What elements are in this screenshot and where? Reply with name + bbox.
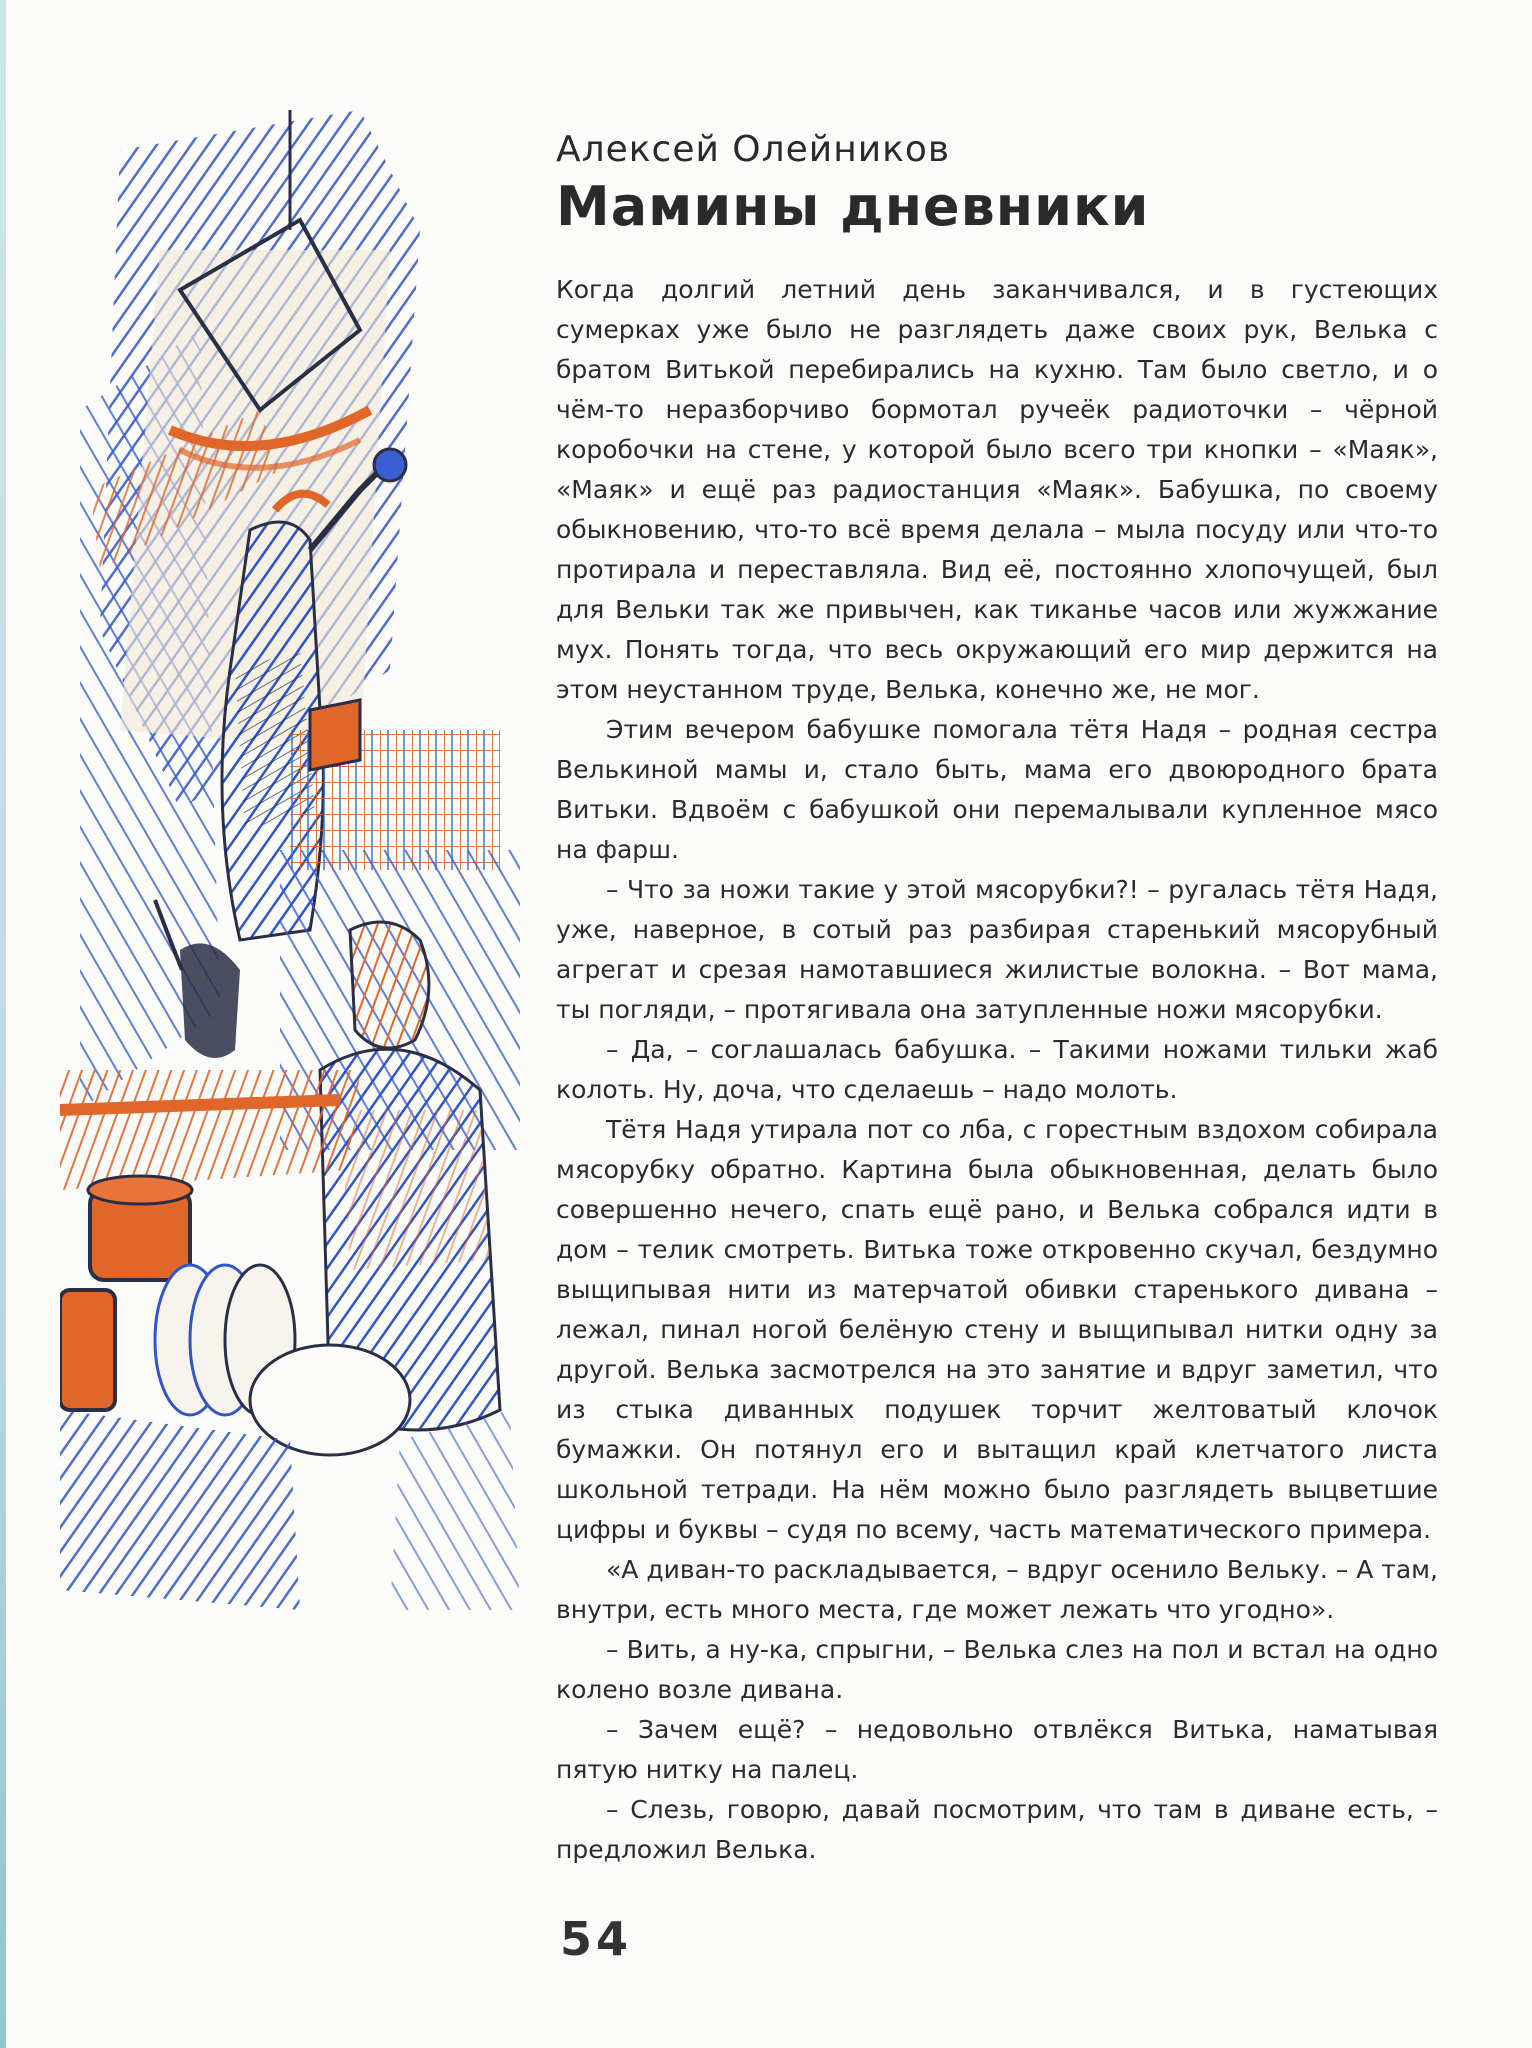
page-edge bbox=[0, 0, 6, 2048]
article-column bbox=[556, 128, 1438, 1870]
kitchen-illustration bbox=[60, 110, 540, 1610]
page-number: 54 bbox=[560, 1912, 633, 1966]
story-body bbox=[556, 270, 1438, 1870]
paragraph: – Вить, а ну-ка, спрыгни, – Велька слез на пол и встал на одно колено возле дивана. bbox=[556, 1635, 1438, 1704]
kitchen-sketch-icon bbox=[60, 110, 540, 1610]
paragraph: – Да, – соглашалась бабушка. – Такими ножами тильки жаб колоть. Ну, доча, что сделаешь – надо молоть. bbox=[556, 1035, 1438, 1104]
paragraph: Этим вечером бабушке помогала тётя Надя – родная сестра Велькиной мамы и, стало быть, мама его двоюродного брата Витьки. Вдвоём с бабушкой они перемалывали купленное мясо на фарш. bbox=[556, 715, 1438, 864]
paragraph: «А диван-то раскладывается, – вдруг осенило Вельку. – А там, внутри, есть много места, где может лежать что угодно». bbox=[556, 1555, 1438, 1624]
paragraph: – Зачем ещё? – недовольно отвлёкся Витька, наматывая пятую нитку на палец. bbox=[556, 1715, 1438, 1784]
paragraph: – Слезь, говорю, давай посмотрим, что там в диване есть, – предложил Велька. bbox=[556, 1795, 1438, 1864]
author-name: Алексей Олейников bbox=[556, 129, 951, 170]
paragraph: – Что за ножи такие у этой мясорубки?! – ругалась тётя Надя, уже, наверное, в сотый раз разбирая старенький мясорубный агрегат и срезая намотавшиеся жилистые волокна. – Вот мама, ты погляди, – протягивала она затупленные ножи мясорубки. bbox=[556, 875, 1438, 1024]
paragraph: Когда долгий летний день заканчивался, и в густеющих сумерках уже было не разглядеть даже своих рук, Велька с братом Витькой перебирались на кухню. Там было светло, и о чём-то неразборчиво бормотал ручеёк радиоточки – чёрной коробочки на стене, у которой было всего три кнопки – «Маяк», «Маяк» и ещё раз радиостанция «Маяк». Бабушка, по своему обыкновению, что-то всё время делала – мыла посуду или что-то протирала и переставляла. Вид её, постоянно хлопочущей, был для Вельки так же привычен, как тиканье часов или жужжание мух. Понять тогда, что весь окружающий его мир держится на этом неустанном труде, Велька, конечно же, не мог. bbox=[556, 275, 1438, 704]
story-title: Мамины дневники bbox=[556, 175, 1150, 238]
paragraph: Тётя Надя утирала пот со лба, с горестным вздохом собирала мясорубку обратно. Картина была обыкновенная, делать было совершенно нечего, спать ещё рано, и Велька собрался идти в дом – телик смотреть. Витька тоже откровенно скучал, бездумно выщипывая нити из матерчатой обивки старенького дивана – лежал, пинал ногой белёную стену и выщипывал нитки одну за другой. Велька засмотрелся на это занятие и вдруг заметил, что из стыка диванных подушек торчит желтоватый клочок бумажки. Он потянул его и вытащил край клетчатого листа школьной тетради. На нём можно было разглядеть выцветшие цифры и буквы – судя по всему, часть математического примера. bbox=[556, 1115, 1438, 1544]
